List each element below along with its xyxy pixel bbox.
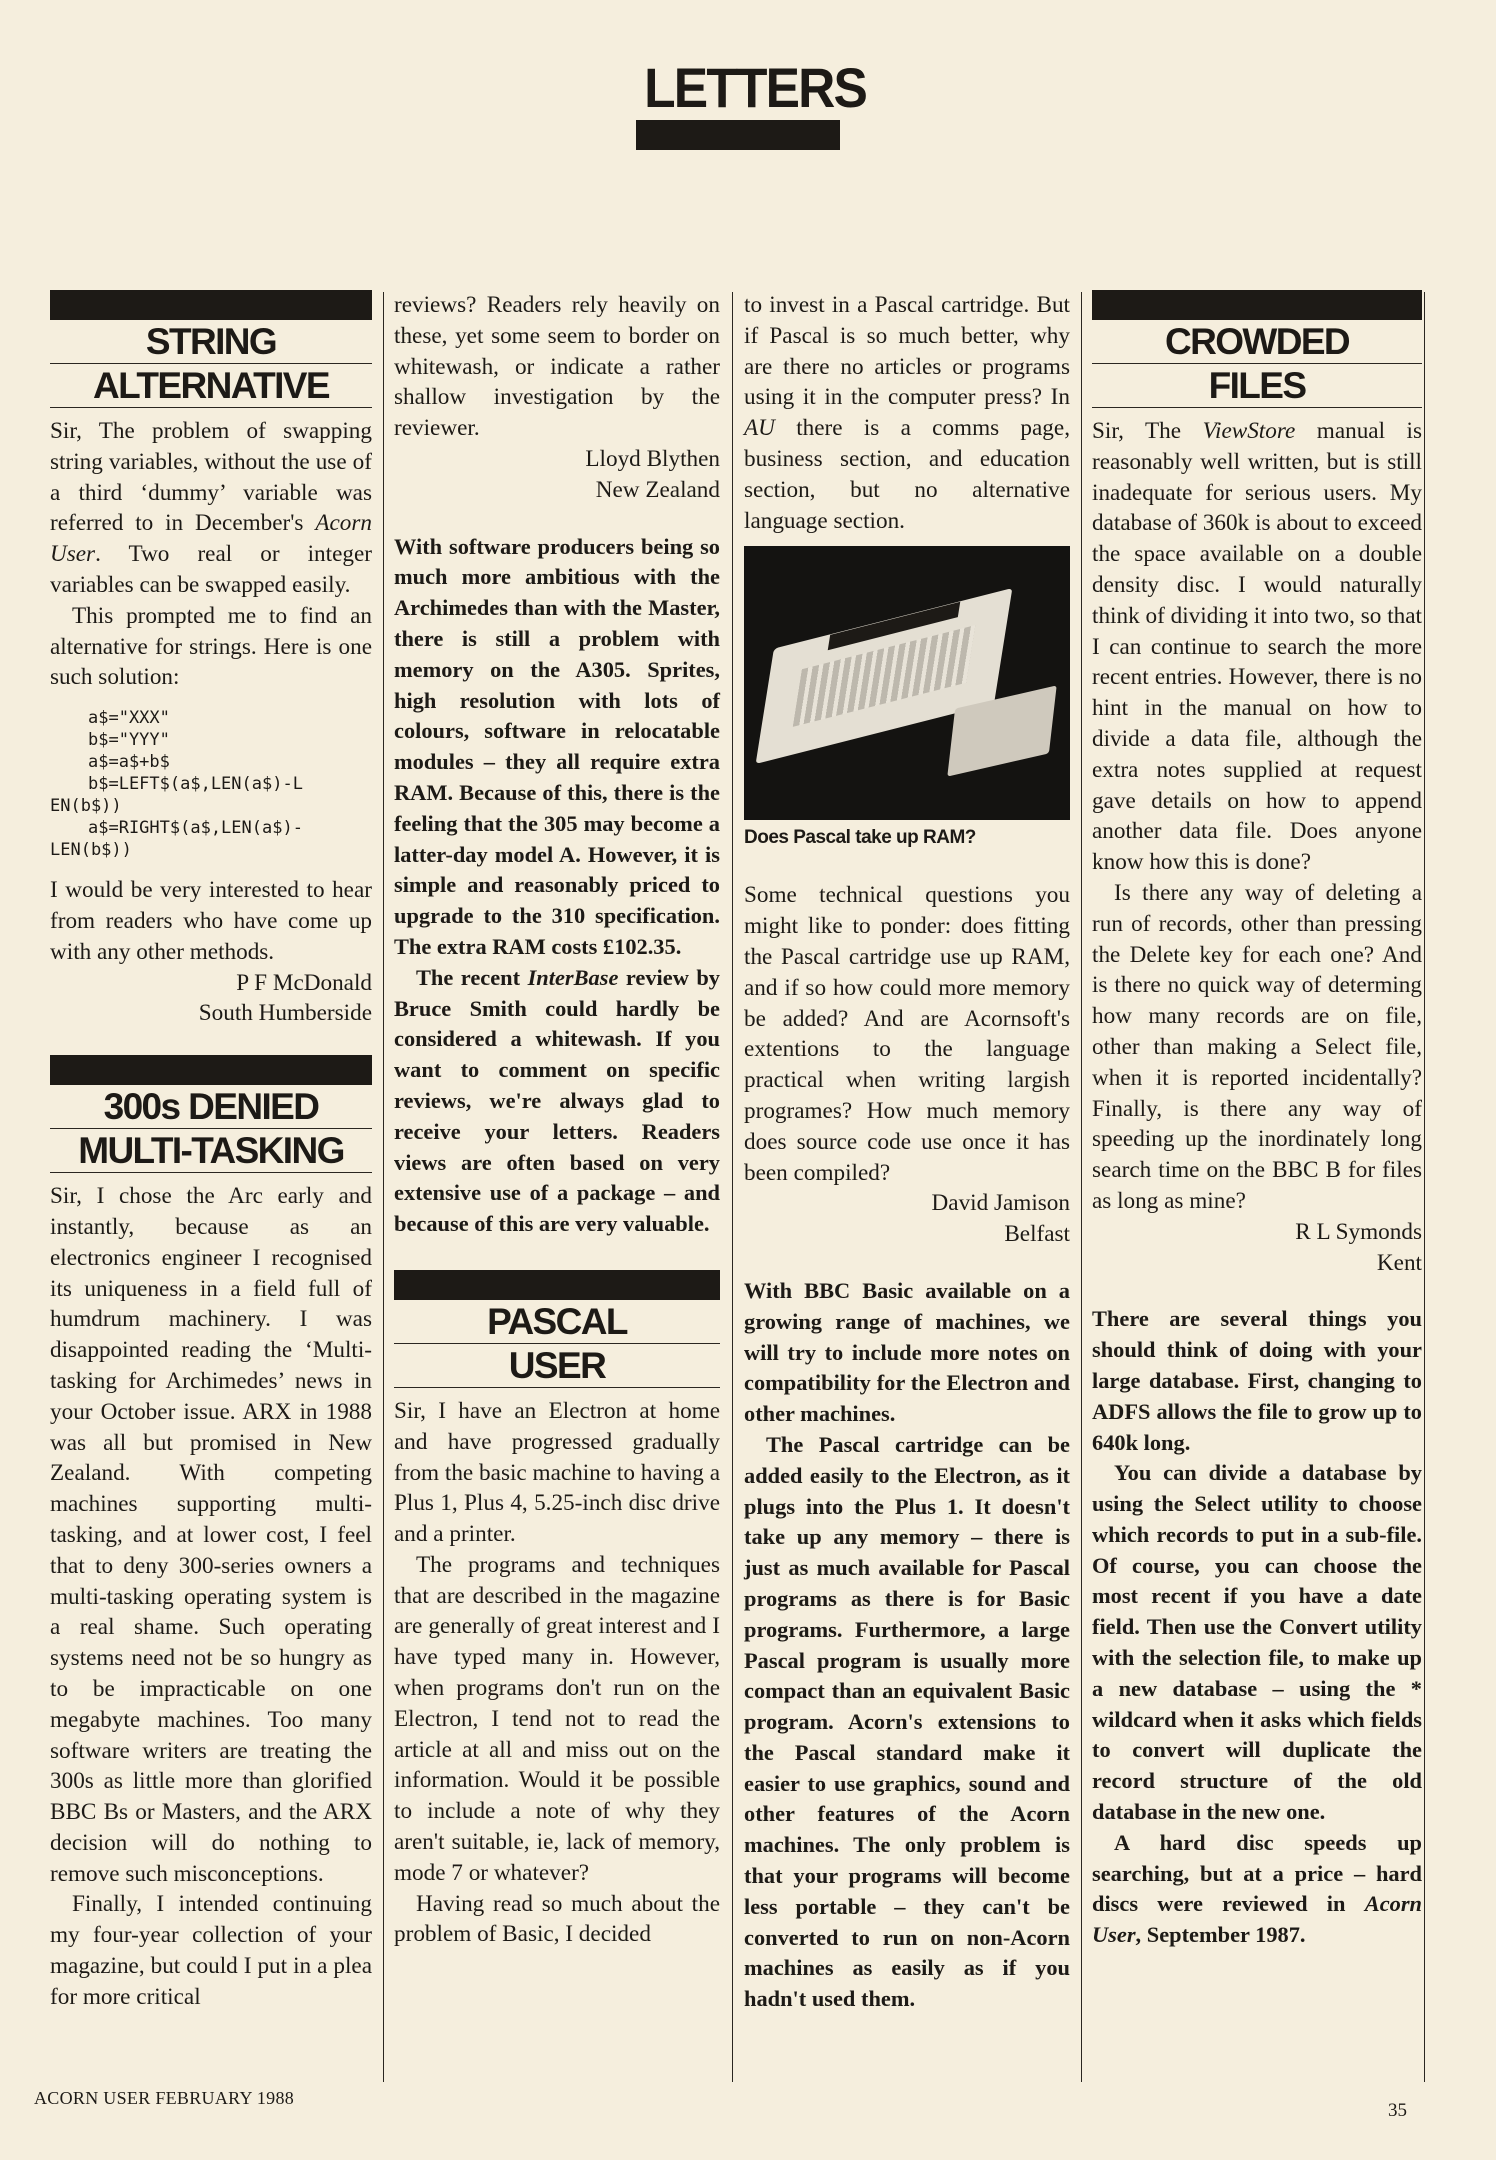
signature-place: New Zealand [595,476,720,503]
electron-photo [744,546,1070,820]
headline-300s-denied [50,1055,372,1173]
headline-line: STRING [50,320,372,364]
headline-line: USER [394,1344,720,1388]
editor-reply: You can divide a database by using the Select utility to choose which records to put in a sub-file. Of course, you can choose the most recent if you have a date field. Then use the Convert utility with the selection file, to make up a new database – using the * wildcard when it asks which fields to convert will duplicate the record structure of the old database in the new one. [1092,1460,1422,1825]
column-4 [1092,290,1422,1951]
photo-caption: Does Pascal take up RAM? [744,827,976,849]
letter-paragraph: Is there any way of deleting a run of records, other than pressing the Delete key for each one? And is there no quick way of determing how many records are on file, other than making a Select file, when it is reported incidentally? Finally, is there any way of speeding up the inordinately long search time on the BBC B for files as long as mine? [1092,879,1422,1214]
editor-reply: The Pascal cartridge can be added easily to the Electron, as it plugs into the Plus 1. It doesn't take up any memory – there is just as much available for Pascal programs as there is for Basic programs. Furthermore, a large Pascal program is usually more compact than an equivalent Basic program. Acorn's extensions to the Pascal standard make it easier to use graphics, sound and other features of the Acorn machines. The only problem is that your programs will become less portable – they can't be converted to run on non-Acorn machines as easily as if you hadn't used them. [744,1431,1070,2012]
headline-bar [50,1055,372,1085]
issue-footer: ACORN USER FEBRUARY 1988 [34,2088,295,2108]
editor-reply: There are several things you should think of doing with your large database. First, changing to ADFS allows the file to grow up to 640k long. [1092,1306,1422,1455]
letter-paragraph: The programs and techniques that are described in the magazine are generally of great interest and I have typed many in. However, when programs don't run on the Electron, I tend not to read the article at all and miss out on the information. Would it be possible to include a note of why they aren't suitable, ie, lack of memory, mode 7 or whatever? [394,1551,720,1886]
page-title: LETTERS [644,56,866,119]
headline-bar [50,290,372,320]
column-2 [394,290,720,1950]
page-number: 35 [1388,2100,1407,2121]
letter-paragraph: reviews? Readers rely heavily on these, yet some seem to border on whitewash, or indicate a rather shallow investigation by the reviewer. [394,292,720,442]
letter-paragraph: Finally, I intended continuing my four-year collection of your magazine, but could I put in a plea for more critical [50,1891,372,2010]
headline-crowded-files [1092,290,1422,408]
editor-reply: A hard disc speeds up searching, but at a price – hard discs were reviewed in Acorn User, September 1987. [1092,1829,1422,1948]
code-line: a$=RIGHT$(a$,LEN(a$)- [88,818,303,839]
column-rule [1424,292,1425,2082]
letter-paragraph: Some technical questions you might like to ponder: does fitting the Pascal cartridge use up RAM, and if so how could more memory be added? And are Acornsoft's extentions to the language practical when writing largish programes? How much memory does source code use once it has been compiled? [744,882,1070,1186]
letter-paragraph: Sir, I have an Electron at home and have progressed gradually from the basic machine to having a Plus 1, Plus 4, 5.25-inch disc drive and a printer. [394,1397,720,1548]
headline-string-alternative [50,290,372,408]
signature-place: Belfast [1004,1221,1070,1248]
headline-line: CROWDED [1092,320,1422,364]
signature-name: R L Symonds [1295,1218,1422,1245]
letter-paragraph: to invest in a Pascal cartridge. But if Pascal is so much better, why are there no articles or programs using it in the computer press? In AU there is a comms page, business section, and education section, but no alternative language section. [744,292,1070,534]
headline-line: PASCAL [394,1300,720,1344]
signature-place: South Humberside [198,1000,372,1027]
code-line: a$="XXX" [88,708,170,729]
signature-name: P F McDonald [236,969,372,996]
signature-name: David Jamison [931,1190,1070,1217]
masthead [636,56,866,150]
code-line: b$=LEFT$(a$,LEN(a$)-L [88,774,303,795]
column-rule [732,292,733,2082]
headline-bar [1092,290,1422,320]
code-line: LEN(b$)) [50,840,132,861]
headline-pascal-user [394,1270,720,1388]
editor-reply: The recent InterBase review by Bruce Smith could hardly be considered a whitewash. If you want to comment on specific reviews, we're always glad to receive your letters. Readers views are often based on very extensive use of a package – and because of this are very valuable. [394,964,721,1237]
code-line: b$="YYY" [88,730,170,751]
headline-line: ALTERNATIVE [50,364,372,408]
letter-paragraph: Having read so much about the problem of Basic, I decided [394,1890,720,1948]
editor-reply: With software producers being so much more ambitious with the Archimedes than with the Master, there is still a problem with memory on the A305. Sprites, high resolution with lots of colours, software in relocatable modules – they all require extra RAM. Because of this, there is the feeling that the 305 may become a latter-day model A. However, it is simple and reasonably priced to upgrade to the 310 specification. The extra RAM costs £102.35. [394,533,720,959]
editor-reply: With BBC Basic available on a growing range of machines, we will try to include more notes on compatibility for the Electron and other machines. [744,1277,1070,1427]
letter-paragraph: Sir, The ViewStore manual is reasonably well written, but is still inadequate for serious users. My database of 360k is about to exceed the space available on a double density disc. I would naturally think of dividing it into two, so that I can continue to search the more recent entries. However, there is no hint in the manual on how to divide a data file, although the extra notes supplied at request gave details on how to append another data file. Does anyone know how this is done? [1092,418,1423,876]
column-rule [1081,292,1082,2082]
letter-paragraph: Sir, The problem of swapping string variables, without the use of a third ‘dummy’ variable was referred to in December's Acorn User. Two real or integer variables can be swapped easily. [50,418,372,598]
column-3 [744,290,1070,2015]
masthead-bar [636,120,840,150]
code-line: EN(b$)) [50,796,122,817]
code-line: a$=a$+b$ [88,752,170,773]
column-rule [383,292,384,2082]
letter-paragraph: I would be very interested to hear from readers who have come up with any other methods. [50,877,372,965]
letter-paragraph: Sir, I chose the Arc early and instantly, because as an electronics engineer I recognised its uniqueness in a field full of humdrum machinery. I was disappointed reading the ‘Multi-tasking for Archimedes’ news in your October issue. ARX in 1988 was all but promised in New Zealand. With competing machines supporting multi-tasking, and at lower cost, I feel that to deny 300-series owners a multi-tasking operating system is a real shame. Such operating systems need not be so hungry as to be impracticable on one megabyte machines. Too many software writers are treating the 300s as little more than glorified BBC Bs or Masters, and the ARX decision will do nothing to remove such misconceptions. [50,1183,372,1887]
letter-paragraph: This prompted me to find an alternative for strings. Here is one such solution: [50,602,372,691]
headline-bar [394,1270,720,1300]
headline-line: 300s DENIED [50,1085,372,1129]
headline-line: MULTI-TASKING [50,1129,372,1173]
signature-name: Lloyd Blythen [585,445,720,472]
column-1 [50,290,372,2013]
code-listing [50,707,372,861]
signature-place: Kent [1376,1249,1422,1276]
headline-line: FILES [1092,364,1422,408]
